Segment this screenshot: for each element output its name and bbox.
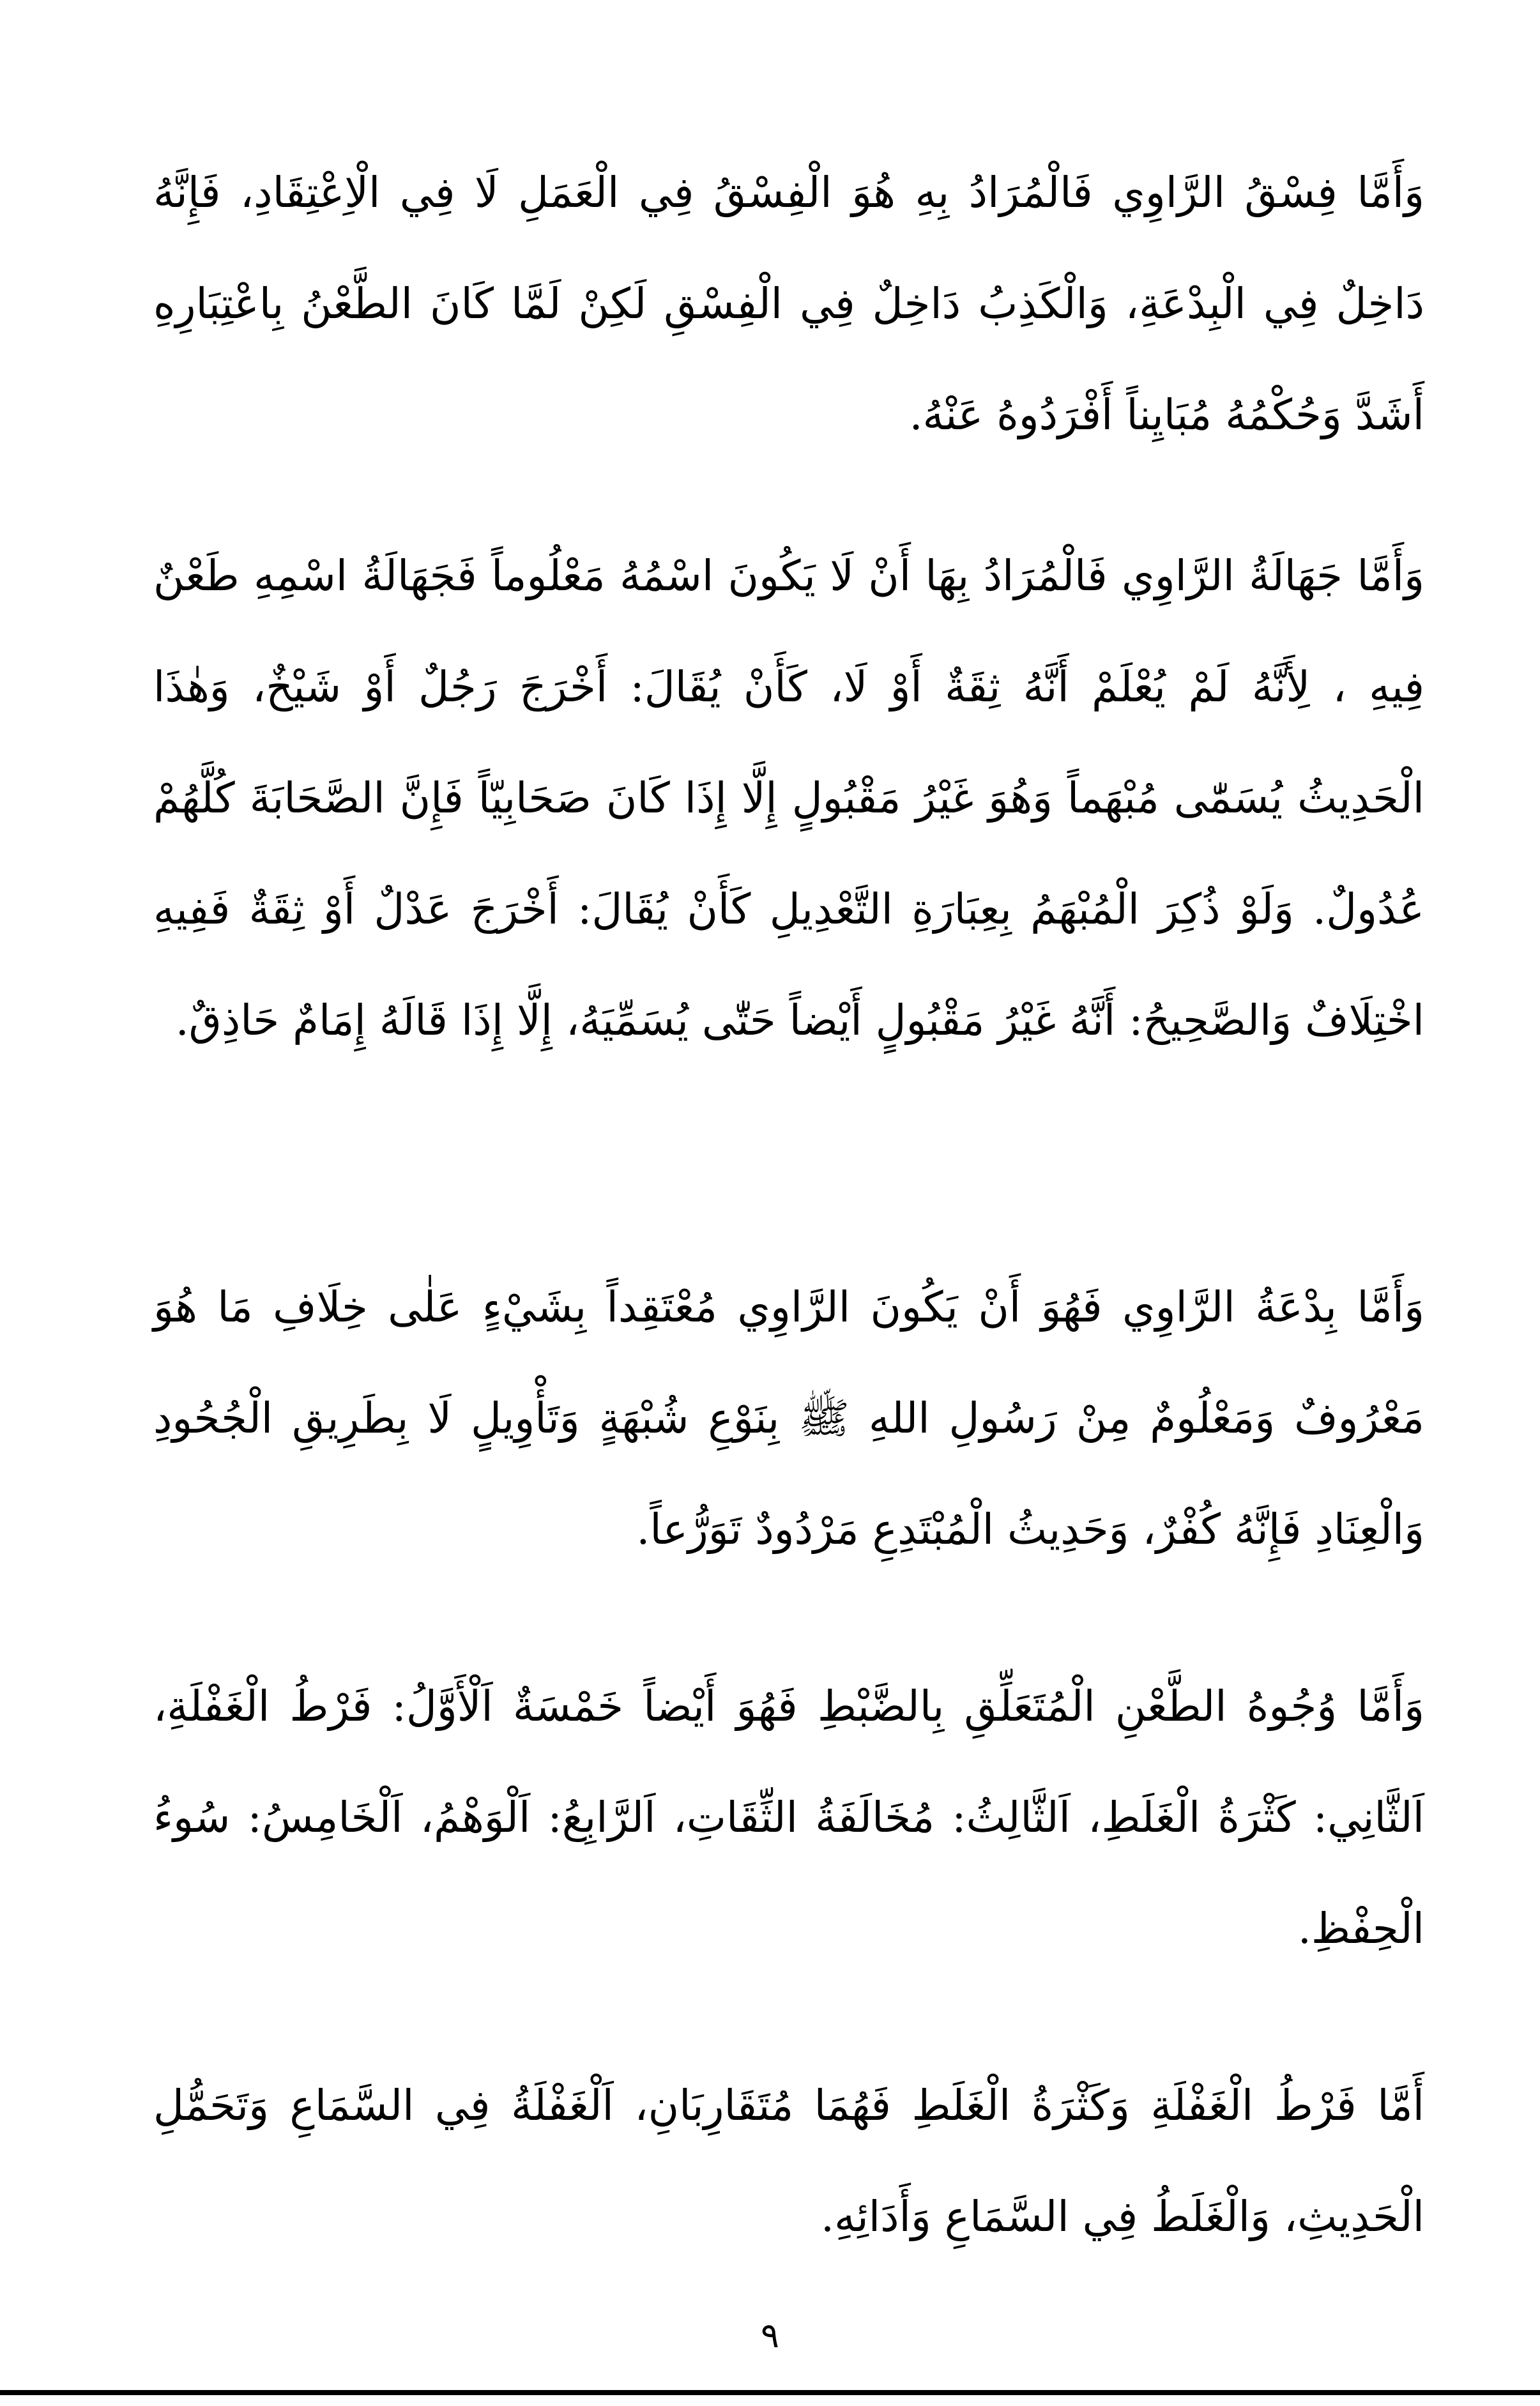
- bottom-rule: [0, 2390, 1540, 2395]
- paragraph-ghafla: [153, 2050, 1424, 2273]
- paragraph-dabt: [153, 1651, 1424, 1984]
- paragraph-text: وَأَمَّا وُجُوهُ الطَّعْنِ الْمُتَعَلِّقِ بِالضَّبْطِ فَهُوَ أَيْضاً خَمْسَةٌ اَلْأَوَّلُ: فَرْطُ الْغَفْلَةِ، اَلثَّانِي: كَثْرَةُ الْغَلَطِ، اَلثَّالِثُ: مُخَالَفَةُ الثِّقَاتِ، اَلرَّابِعُ: اَلْوَهْمُ، اَلْخَامِسُ: سُوءُ الْحِفْظِ.: [153, 1682, 1424, 1953]
- paragraph-bida: [153, 1252, 1424, 1585]
- paragraph-text: وَأَمَّا فِسْقُ الرَّاوِي فَالْمُرَادُ بِهِ هُوَ الْفِسْقُ فِي الْعَمَلِ لَا فِي الْاِعْتِقَادِ، فَإِنَّهُ دَاخِلٌ فِي الْبِدْعَةِ، وَالْكَذِبُ دَاخِلٌ فِي الْفِسْقِ لَكِنْ لَمَّا كَانَ الطَّعْنُ بِاعْتِبَارِهِ أَشَدَّ وَحُكْمُهُ مُبَايِناً أَفْرَدُوهُ عَنْهُ.: [153, 168, 1424, 439]
- paragraph-text: وَأَمَّا بِدْعَةُ الرَّاوِي فَهُوَ أَنْ يَكُونَ الرَّاوِي مُعْتَقِداً بِشَيْءٍ عَلٰى خِلَافِ مَا هُوَ مَعْرُوفٌ وَمَعْلُومٌ مِنْ رَسُولِ اللهِ ﷺ بِنَوْعِ شُبْهَةٍ وَتَأْوِيلٍ لَا بِطَرِيقِ الْجُحُودِ وَالْعِنَادِ فَإِنَّهُ كُفْرٌ، وَحَدِيثُ الْمُبْتَدِعِ مَرْدُودٌ تَوَرُّعاً.: [153, 1283, 1424, 1554]
- page-number: ٩: [760, 2315, 779, 2356]
- paragraph-jahala: [153, 521, 1424, 1076]
- paragraph-text: أَمَّا فَرْطُ الْغَفْلَةِ وَكَثْرَةُ الْغَلَطِ فَهُمَا مُتَقَارِبَانِ، اَلْغَفْلَةُ فِي السَّمَاعِ وَتَحَمُّلِ الْحَدِيثِ، وَالْغَلَطُ فِي السَّمَاعِ وَأَدَائِهِ.: [153, 2081, 1424, 2241]
- paragraph-text: وَأَمَّا جَهَالَةُ الرَّاوِي فَالْمُرَادُ بِهَا أَنْ لَا يَكُونَ اسْمُهُ مَعْلُوماً فَجَهَالَةُ اسْمِهِ طَعْنٌ فِيهِ ، لِأَنَّهُ لَمْ يُعْلَمْ أَنَّهُ ثِقَةٌ أَوْ لَا، كَأَنْ يُقَالَ: أَخْرَجَ رَجُلٌ أَوْ شَيْخٌ، وَهٰذَا الْحَدِيثُ يُسَمّٰى مُبْهَماً وَهُوَ غَيْرُ مَقْبُولٍ إِلَّا إِذَا كَانَ صَحَابِيّاً فَإِنَّ الصَّحَابَةَ كُلَّهُمْ عُدُولٌ. وَلَوْ ذُكِرَ الْمُبْهَمُ بِعِبَارَةِ التَّعْدِيلِ كَأَنْ يُقَالَ: أَخْرَجَ عَدْلٌ أَوْ ثِقَةٌ فَفِيهِ اخْتِلَافٌ وَالصَّحِيحُ: أَنَّهُ غَيْرُ مَقْبُولٍ أَيْضاً حَتّٰى يُسَمِّيَهُ، إِلَّا إِذَا قَالَهُ إِمَامٌ حَاذِقٌ.: [153, 551, 1424, 1045]
- paragraph-fisq: [153, 137, 1424, 471]
